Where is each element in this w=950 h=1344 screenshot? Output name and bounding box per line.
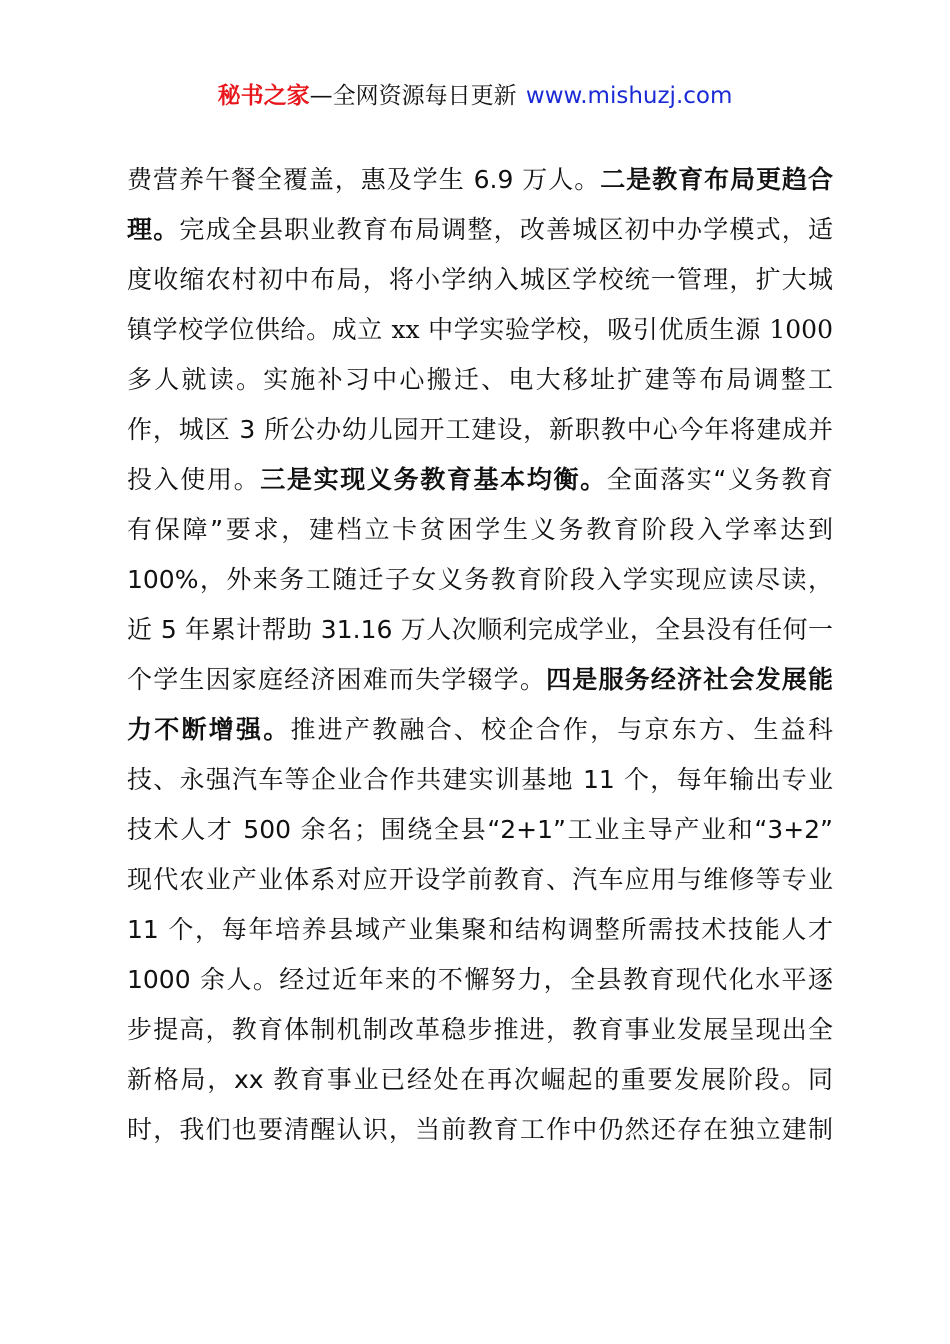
text-line bbox=[127, 355, 833, 405]
text-line bbox=[127, 1105, 833, 1155]
text-line bbox=[127, 255, 833, 305]
bold-text-run: 力不断增强。 bbox=[127, 715, 291, 744]
text-run: 费营养午餐全覆盖，惠及学生 6.9 万人。 bbox=[127, 165, 601, 194]
text-line bbox=[127, 1055, 833, 1105]
site-tagline: —全网资源每日更新 bbox=[309, 83, 517, 109]
text-run: 有保障”要求，建档立卡贫困学生义务教育阶段入学率达到 bbox=[127, 515, 833, 544]
text-line bbox=[127, 805, 833, 855]
text-run: 100%，外来务工随迁子女义务教育阶段入学实现应读尽读， bbox=[127, 565, 833, 594]
text-line bbox=[127, 1005, 833, 1055]
text-line bbox=[127, 405, 833, 455]
text-run: 全面落实“义务教育 bbox=[606, 465, 833, 494]
text-line bbox=[127, 705, 833, 755]
page-header bbox=[0, 80, 950, 112]
bold-text-run: 理。 bbox=[127, 215, 180, 244]
text-line bbox=[127, 755, 833, 805]
text-run: 中学实验学校，吸引优质生源 bbox=[419, 315, 770, 344]
site-url-link[interactable]: www.mishuzj.com bbox=[525, 83, 733, 109]
text-line bbox=[127, 655, 833, 705]
text-line bbox=[127, 605, 833, 655]
text-run: 1000 余人。经过近年来的不懈努力，全县教育现代化水平逐 bbox=[127, 965, 833, 994]
text-line bbox=[127, 155, 833, 205]
text-run: 时，我们也要清醒认识，当前教育工作中仍然还存在独立建制 bbox=[127, 1115, 833, 1144]
text-line bbox=[127, 305, 833, 355]
text-run: 11 个，每年培养县域产业集聚和结构调整所需技术技能人才 bbox=[127, 915, 833, 944]
text-run: 度收缩农村初中布局，将小学纳入城区学校统一管理，扩大城 bbox=[127, 265, 833, 294]
text-run: 完成全县职业教育布局调整，改善城区初中办学模式，适 bbox=[179, 215, 833, 244]
text-run: 现代农业产业体系对应开设学前教育、汽车应用与维修等专业 bbox=[127, 865, 833, 894]
text-line bbox=[127, 455, 833, 505]
text-run: 个学生因家庭经济困难而失学辍学。 bbox=[127, 665, 547, 694]
text-line bbox=[127, 855, 833, 905]
text-run: 技术人才 500 余名；围绕全县“2+1”工业主导产业和“3+2” bbox=[127, 815, 833, 844]
bold-text-run: 三是实现义务教育基本均衡。 bbox=[260, 465, 607, 494]
document-body bbox=[127, 155, 833, 1155]
text-line bbox=[127, 205, 833, 255]
text-run: 新格局，xx 教育事业已经处在再次崛起的重要发展阶段。同 bbox=[127, 1065, 833, 1094]
bold-text-run: 四是服务经济社会发展能 bbox=[546, 665, 833, 694]
bold-text-run: 二是教育布局更趋合 bbox=[600, 165, 833, 194]
text-line bbox=[127, 505, 833, 555]
text-run: 作，城区 3 所公办幼儿园开工建设，新职教中心今年将建成并 bbox=[127, 415, 833, 444]
text-run: 镇学校学位供给。成立 bbox=[127, 315, 392, 344]
text-line bbox=[127, 955, 833, 1005]
text-run: 近 5 年累计帮助 31.16 万人次顺利完成学业，全县没有任何一 bbox=[127, 615, 833, 644]
text-run: 推进产教融合、校企合作，与京东方、生益科 bbox=[290, 715, 833, 744]
text-run: 1000 bbox=[769, 315, 833, 344]
text-line bbox=[127, 905, 833, 955]
text-line bbox=[127, 555, 833, 605]
text-run: xx bbox=[391, 315, 420, 344]
text-run: 技、永强汽车等企业合作共建实训基地 11 个，每年输出专业 bbox=[127, 765, 833, 794]
text-run: 步提高，教育体制机制改革稳步推进，教育事业发展呈现出全 bbox=[127, 1015, 833, 1044]
text-run: 多人就读。实施补习中心搬迁、电大移址扩建等布局调整工 bbox=[127, 365, 833, 394]
text-run: 投入使用。 bbox=[127, 465, 261, 494]
site-brand: 秘书之家 bbox=[217, 83, 310, 109]
